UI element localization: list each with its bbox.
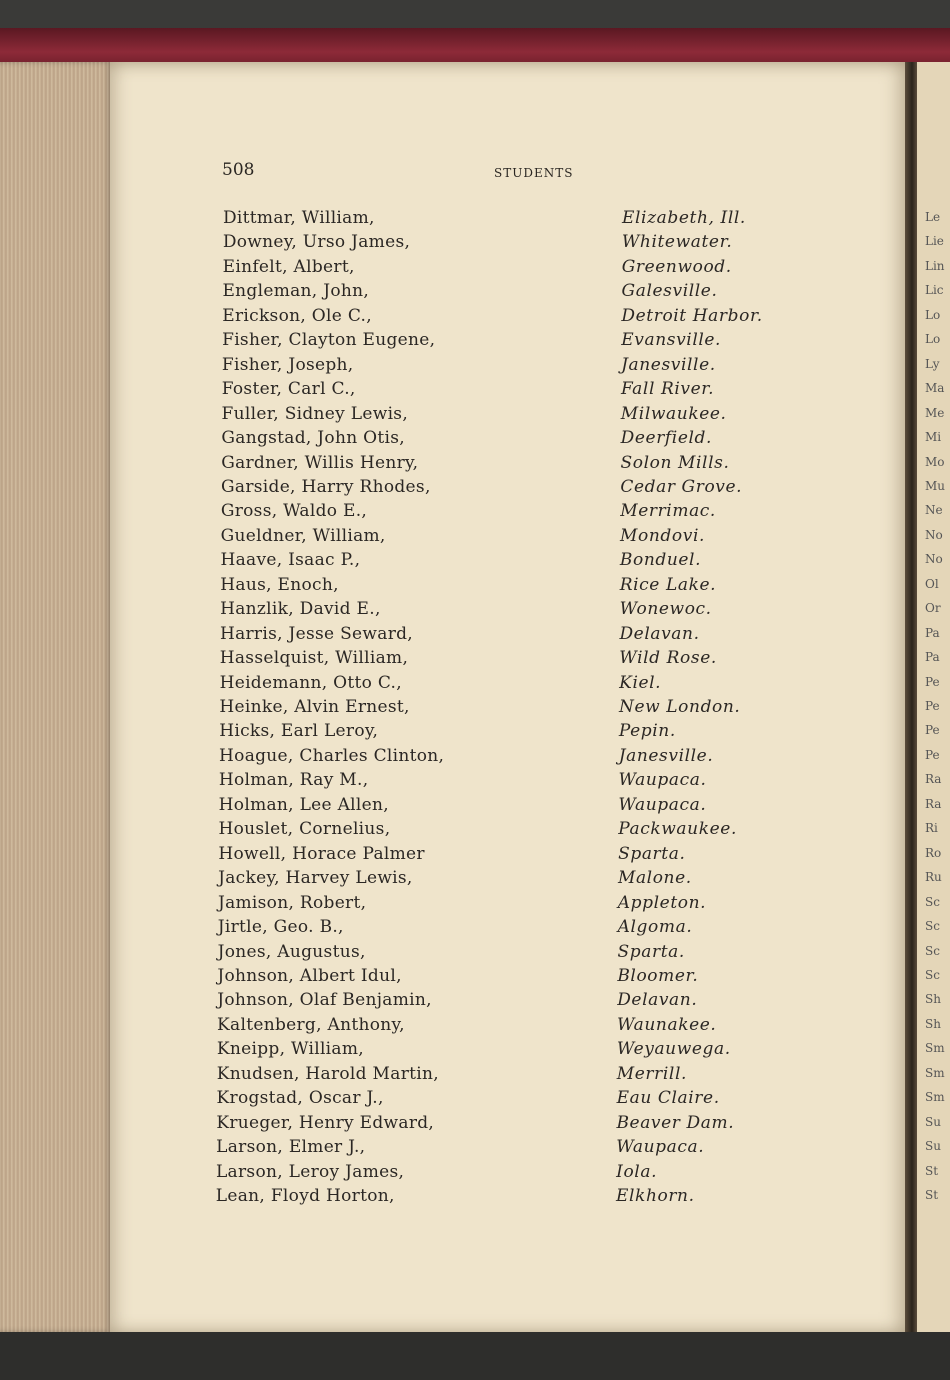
facing-page-fragment: Ru xyxy=(925,870,942,885)
student-name: Holman, Lee Allen, xyxy=(218,794,389,815)
student-hometown: Elizabeth, Ill. xyxy=(622,208,746,228)
student-hometown: Waunakee. xyxy=(617,1014,717,1035)
student-name: Kneipp, William, xyxy=(216,1039,364,1060)
facing-page-fragment: Lic xyxy=(925,283,944,298)
student-name: Garside, Harry Rhodes, xyxy=(221,476,431,497)
facing-page-fragment: Lo xyxy=(925,332,941,347)
student-name: Jamison, Robert, xyxy=(217,892,367,913)
facing-page-fragment: Ra xyxy=(925,796,942,811)
student-hometown: Malone. xyxy=(617,868,692,889)
student-name: Holman, Ray M., xyxy=(218,770,369,791)
student-hometown: Rice Lake. xyxy=(619,574,717,595)
facing-page-fragment: No xyxy=(925,552,943,567)
student-name: Dittmar, William, xyxy=(223,208,375,228)
facing-page-fragment: Su xyxy=(925,1139,941,1154)
student-name: Krueger, Henry Edward, xyxy=(216,1112,435,1133)
student-hometown: Galesville. xyxy=(621,281,718,302)
facing-page-fragment: Ol xyxy=(925,576,939,591)
student-hometown: Delavan. xyxy=(619,623,700,644)
facing-page-fragment: Or xyxy=(925,601,941,616)
student-name: Harris, Jesse Seward, xyxy=(219,623,414,644)
student-hometown: Merrimac. xyxy=(620,501,716,522)
student-hometown: Kiel. xyxy=(619,672,662,693)
facing-page-fragment: Ne xyxy=(925,503,943,518)
student-name: Haave, Isaac P., xyxy=(220,550,361,571)
student-name: Johnson, Albert Idul, xyxy=(217,965,402,986)
student-hometown: Merrill. xyxy=(616,1063,687,1084)
student-hometown: Milwaukee. xyxy=(620,403,727,424)
facing-page-fragment: Sc xyxy=(925,894,940,909)
facing-page-fragment: Sh xyxy=(925,992,941,1007)
student-hometown: Waupaca. xyxy=(616,1137,705,1158)
facing-page-fragment: Sc xyxy=(925,943,940,958)
facing-page-fragment: Ra xyxy=(925,772,942,787)
student-name: Gross, Waldo E., xyxy=(220,501,368,522)
facing-page-fragment: No xyxy=(925,527,943,542)
facing-page-fragment: Ma xyxy=(925,381,945,396)
student-name: Jirtle, Geo. B., xyxy=(217,917,344,938)
student-hometown: Waupaca. xyxy=(618,770,707,791)
student-name: Hanzlik, David E., xyxy=(220,599,381,620)
student-hometown: Weyauwega. xyxy=(616,1039,731,1060)
student-name: Gardner, Willis Henry, xyxy=(221,452,419,473)
student-hometown: Whitewater. xyxy=(621,232,733,253)
student-name: Einfelt, Albert, xyxy=(222,256,355,277)
student-name: Heinke, Alvin Ernest, xyxy=(219,697,410,717)
facing-page-fragment: Me xyxy=(925,405,945,420)
facing-page-fragment: Sm xyxy=(925,1090,945,1105)
student-name: Jones, Augustus, xyxy=(217,941,366,962)
student-hometown: Detroit Harbor. xyxy=(621,305,763,326)
student-hometown: Sparta. xyxy=(618,843,686,864)
student-hometown: Greenwood. xyxy=(621,256,732,277)
facing-page-fragment: Pe xyxy=(925,699,940,713)
student-hometown: Appleton. xyxy=(617,892,707,913)
student-hometown: Pepin. xyxy=(618,721,676,742)
student-hometown: Janesville. xyxy=(621,354,716,375)
facing-page-fragment: Lin xyxy=(925,258,945,273)
student-hometown: Waupaca. xyxy=(618,794,707,815)
student-hometown: Beaver Dam. xyxy=(616,1112,735,1133)
facing-page-fragment: Pa xyxy=(925,650,940,665)
student-name: Downey, Urso James, xyxy=(222,232,411,253)
facing-page-fragment: Sh xyxy=(925,1016,941,1031)
facing-page-edge xyxy=(917,62,950,1334)
student-hometown: New London. xyxy=(619,697,741,717)
student-hometown: Algoma. xyxy=(617,917,693,938)
student-hometown: Wild Rose. xyxy=(619,648,717,669)
student-name: Houslet, Cornelius, xyxy=(218,819,391,840)
student-hometown: Bonduel. xyxy=(619,550,702,571)
student-hometown: Packwaukee. xyxy=(618,819,737,840)
student-name: Haus, Enoch, xyxy=(220,574,339,595)
student-name: Lean, Floyd Horton, xyxy=(215,1186,395,1206)
student-name: Fisher, Clayton Eugene, xyxy=(222,330,436,351)
student-name: Engleman, John, xyxy=(222,281,370,302)
facing-page-fragment: Sm xyxy=(925,1041,945,1056)
student-name: Hicks, Earl Leroy, xyxy=(219,721,379,742)
student-hometown: Sparta. xyxy=(617,941,685,962)
facing-page-fragment: Ly xyxy=(925,356,940,371)
facing-page-fragment: Pe xyxy=(925,747,940,762)
student-hometown: Deerfield. xyxy=(620,428,713,449)
student-name: Hoague, Charles Clinton, xyxy=(219,745,445,766)
facing-page-fragment: Mo xyxy=(925,454,945,469)
student-hometown: Fall River. xyxy=(620,379,715,400)
student-name: Larson, Elmer J., xyxy=(216,1137,366,1158)
student-hometown: Janesville. xyxy=(618,745,714,766)
student-hometown: Delavan. xyxy=(617,990,698,1011)
facing-page-fragment: Lo xyxy=(925,307,941,322)
student-hometown: Evansville. xyxy=(621,330,722,351)
facing-page-fragment: St xyxy=(925,1163,939,1178)
student-name: Erickson, Ole C., xyxy=(222,305,372,326)
student-hometown: Bloomer. xyxy=(617,965,699,986)
student-hometown: Mondovi. xyxy=(620,525,705,546)
student-name: Knudsen, Harold Martin, xyxy=(216,1063,439,1084)
student-name: Johnson, Olaf Benjamin, xyxy=(217,990,432,1011)
facing-page-fragment: Sm xyxy=(925,1065,945,1080)
student-name: Heidemann, Otto C., xyxy=(219,672,402,693)
facing-page-fragment: Pa xyxy=(925,625,940,640)
student-hometown: Elkhorn. xyxy=(616,1186,695,1206)
student-hometown: Cedar Grove. xyxy=(620,476,743,497)
student-name: Gangstad, John Otis, xyxy=(221,428,405,449)
facing-page-fragment: Mi xyxy=(925,430,942,445)
student-name: Larson, Leroy James, xyxy=(215,1161,405,1182)
student-hometown: Solon Mills. xyxy=(620,452,730,473)
facing-page-fragment: Su xyxy=(925,1114,941,1129)
student-name: Fisher, Joseph, xyxy=(221,354,354,375)
student-name: Fuller, Sidney Lewis, xyxy=(221,403,409,424)
student-name: Jackey, Harvey Lewis, xyxy=(218,868,413,889)
facing-page-fragment: Sc xyxy=(925,967,940,982)
student-hometown: Eau Claire. xyxy=(616,1088,720,1109)
student-name: Foster, Carl C., xyxy=(221,379,356,400)
student-name: Kaltenberg, Anthony, xyxy=(217,1014,405,1035)
student-hometown: Iola. xyxy=(616,1161,658,1182)
student-hometown: Wonewoc. xyxy=(619,599,712,620)
facing-page-fragment: Ro xyxy=(925,845,942,860)
background-bottom xyxy=(0,1332,950,1380)
page-number: 508 xyxy=(222,160,255,180)
student-name: Hasselquist, William, xyxy=(219,648,409,669)
facing-page-fragment: Pe xyxy=(925,674,940,689)
student-name: Gueldner, William, xyxy=(220,525,386,546)
student-name: Krogstad, Oscar J., xyxy=(216,1088,384,1109)
running-head: STUDENTS xyxy=(494,166,574,180)
facing-page-fragment: Le xyxy=(925,210,941,224)
facing-page-fragment: Mu xyxy=(925,478,946,493)
facing-page-fragment: Ri xyxy=(925,821,938,836)
facing-page-fragment: Sc xyxy=(925,919,940,934)
facing-page-fragment: Lie xyxy=(925,234,944,249)
page-stack-edge xyxy=(0,62,112,1332)
student-name: Howell, Horace Palmer xyxy=(218,843,425,864)
facing-page-fragment: Pe xyxy=(925,723,940,738)
facing-page-fragment: St xyxy=(925,1188,939,1202)
